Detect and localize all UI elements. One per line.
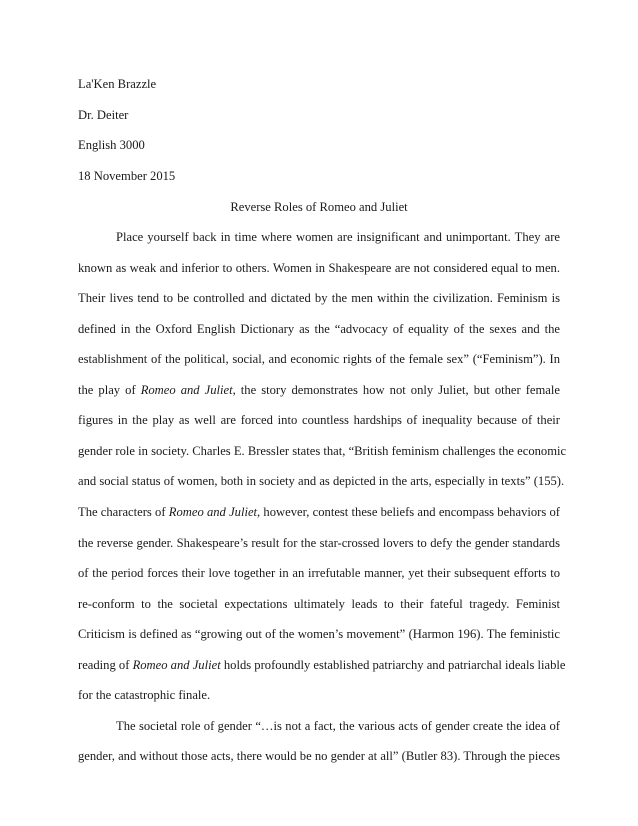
body-line: the play of Romeo and Juliet, the story demonstrates how not only Juliet, but other female	[78, 383, 560, 397]
body-line: defined in the Oxford English Dictionary as the “advocacy of equality of the sexes and the	[78, 322, 560, 336]
body-line: Their lives tend to be controlled and dictated by the men within the civilization. Feminism is	[78, 291, 560, 305]
document-date: 18 November 2015	[78, 169, 176, 183]
body-line: Criticism is defined as “growing out of the women’s movement” (Harmon 196). The feministic	[78, 627, 560, 641]
body-line: establishment of the political, social, and economic rights of the female sex” (“Feminism”). In	[78, 352, 560, 366]
body-line: for the catastrophic finale.	[78, 688, 211, 702]
play-title: Romeo and Juliet	[132, 658, 221, 672]
body-line: the reverse gender. Shakespeare’s result for the star-crossed lovers to defy the gender standards	[78, 536, 560, 550]
body-line: figures in the play as well are forced into countless hardships of inequality because of their	[78, 413, 560, 427]
body-line: The characters of Romeo and Juliet, however, contest these beliefs and encompass behaviors of	[78, 505, 560, 519]
essay-title: Reverse Roles of Romeo and Juliet	[230, 200, 408, 214]
body-line: The societal role of gender “…is not a fact, the various acts of gender create the idea of	[116, 719, 560, 733]
body-line: re-conform to the societal expectations ultimately leads to their fateful tragedy. Feminist	[78, 597, 560, 611]
body-line: of the period forces their love together in an irrefutable manner, yet their subsequent efforts to	[78, 566, 560, 580]
body-line: known as weak and inferior to others. Women in Shakespeare are not considered equal to men.	[78, 261, 560, 275]
instructor-name: Dr. Deiter	[78, 108, 129, 122]
body-line: gender role in society. Charles E. Bressler states that, “British feminism challenges the economic	[78, 444, 567, 458]
body-line: reading of Romeo and Juliet holds profoundly established patriarchy and patriarchal ideals liable	[78, 658, 566, 672]
author-name: La'Ken Brazzle	[78, 77, 157, 91]
body-line: and social status of women, both in society and as depicted in the arts, especially in texts” (155).	[78, 474, 565, 488]
play-title: Romeo and Juliet	[168, 505, 258, 519]
body-line: gender, and without those acts, there would be no gender at all” (Butler 83). Through the pieces	[78, 749, 560, 763]
body-line: Place yourself back in time where women are insignificant and unimportant. They are	[116, 230, 560, 244]
course-name: English 3000	[78, 138, 145, 152]
play-title: Romeo and Juliet	[140, 383, 233, 397]
